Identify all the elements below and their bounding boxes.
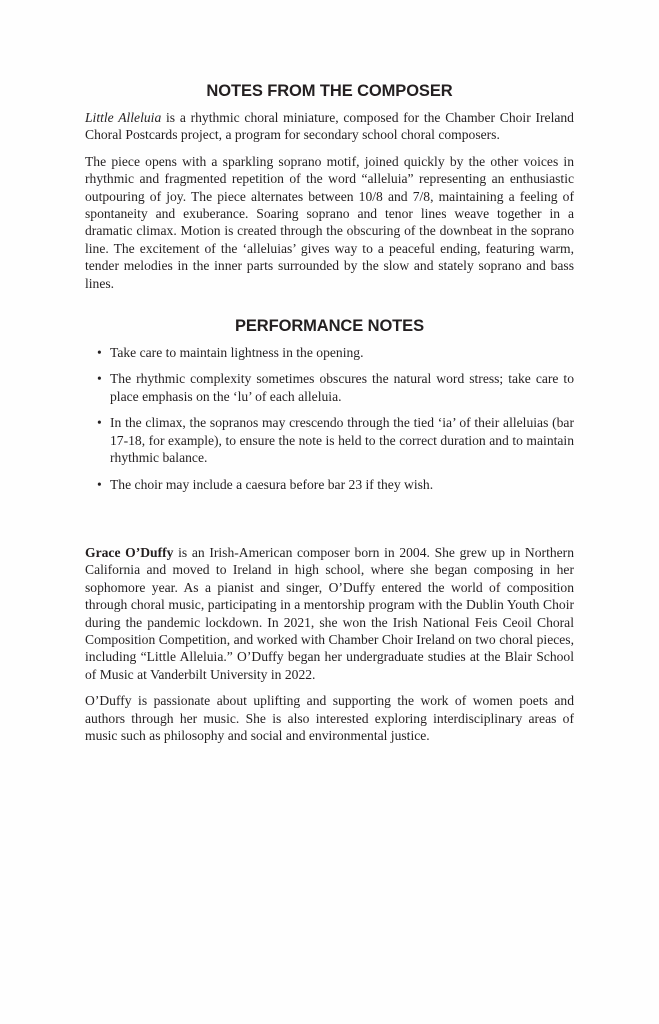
composer-name: Grace O’Duffy	[85, 544, 174, 560]
list-item-text: The choir may include a caesura before bar 23 if they wish.	[110, 476, 434, 492]
document-page	[85, 80, 574, 753]
intro-text: is a rhythmic choral miniature, composed for the Chamber Choir Ireland Choral Postcards project, a program for secondary school choral composers.	[85, 110, 574, 143]
performance-notes-list	[85, 344, 574, 493]
bullet-icon: •	[97, 345, 102, 361]
list-item	[85, 370, 574, 405]
bullet-icon: •	[97, 476, 102, 492]
bullet-icon: •	[97, 415, 102, 431]
biography-section	[85, 544, 574, 744]
piece-title: Little Alleluia	[85, 110, 162, 125]
list-item-text: In the climax, the sopranos may crescendo through the tied ‘ia’ of their alleluias (bar 17-18, for example), to ensure the note is held to the correct duration and to maintain rhythmic balance.	[110, 415, 574, 466]
composer-notes-section	[85, 80, 574, 292]
bio-paragraph-2: O’Duffy is passionate about uplifting and supporting the work of women poets and authors through her music. She is also interested exploring interdisciplinary areas of music such as philosophy and social and environmental justice.	[85, 693, 574, 743]
composer-notes-heading: NOTES FROM THE COMPOSER	[206, 82, 453, 100]
list-item-text: Take care to maintain lightness in the opening.	[110, 345, 364, 361]
intro-paragraph	[85, 109, 574, 144]
bio-text: is an Irish-American composer born in 2004. She grew up in Northern California and moved to Ireland in high school, where she began composing in her sophomore year. As a pianist and singer, O’Duffy entered the world of composition through choral music, participating in a mentorship program with the Dublin Youth Choir during the pandemic lockdown. In 2021, she won the Irish National Feis Ceoil Choral Composition Competition, and worked with Chamber Choir Ireland on two choral pieces, including “Little Alleluia.” O’Duffy began her undergraduate studies at the Blair School of Music at Vanderbilt University in 2022.	[85, 544, 574, 682]
list-item	[85, 476, 574, 493]
bullet-icon: •	[97, 371, 102, 387]
description-paragraph: The piece opens with a sparkling soprano motif, joined quickly by the other voices in rhythmic and fragmented repetition of the word “alleluia” representing an enthusiastic outpouring of joy. The piece alternates between 10/8 and 7/8, maintaining a feeling of spontaneity and exuberance. Soaring soprano and tenor lines weave together in a dramatic climax. Motion is created through the obscuring of the downbeat in the soprano line. The excitement of the ‘alleluias’ gives way to a peaceful ending, featuring warm, tender melodies in the inner parts surrounded by the slow and stately soprano and bass lines.	[85, 153, 574, 291]
list-item-text: The rhythmic complexity sometimes obscures the natural word stress; take care to place emphasis on the ‘lu’ of each alleluia.	[110, 371, 574, 404]
list-item	[85, 414, 574, 466]
performance-notes-heading: PERFORMANCE NOTES	[235, 317, 424, 336]
bio-paragraph-1	[85, 544, 574, 683]
list-item	[85, 344, 574, 361]
performance-notes-section	[85, 315, 574, 493]
